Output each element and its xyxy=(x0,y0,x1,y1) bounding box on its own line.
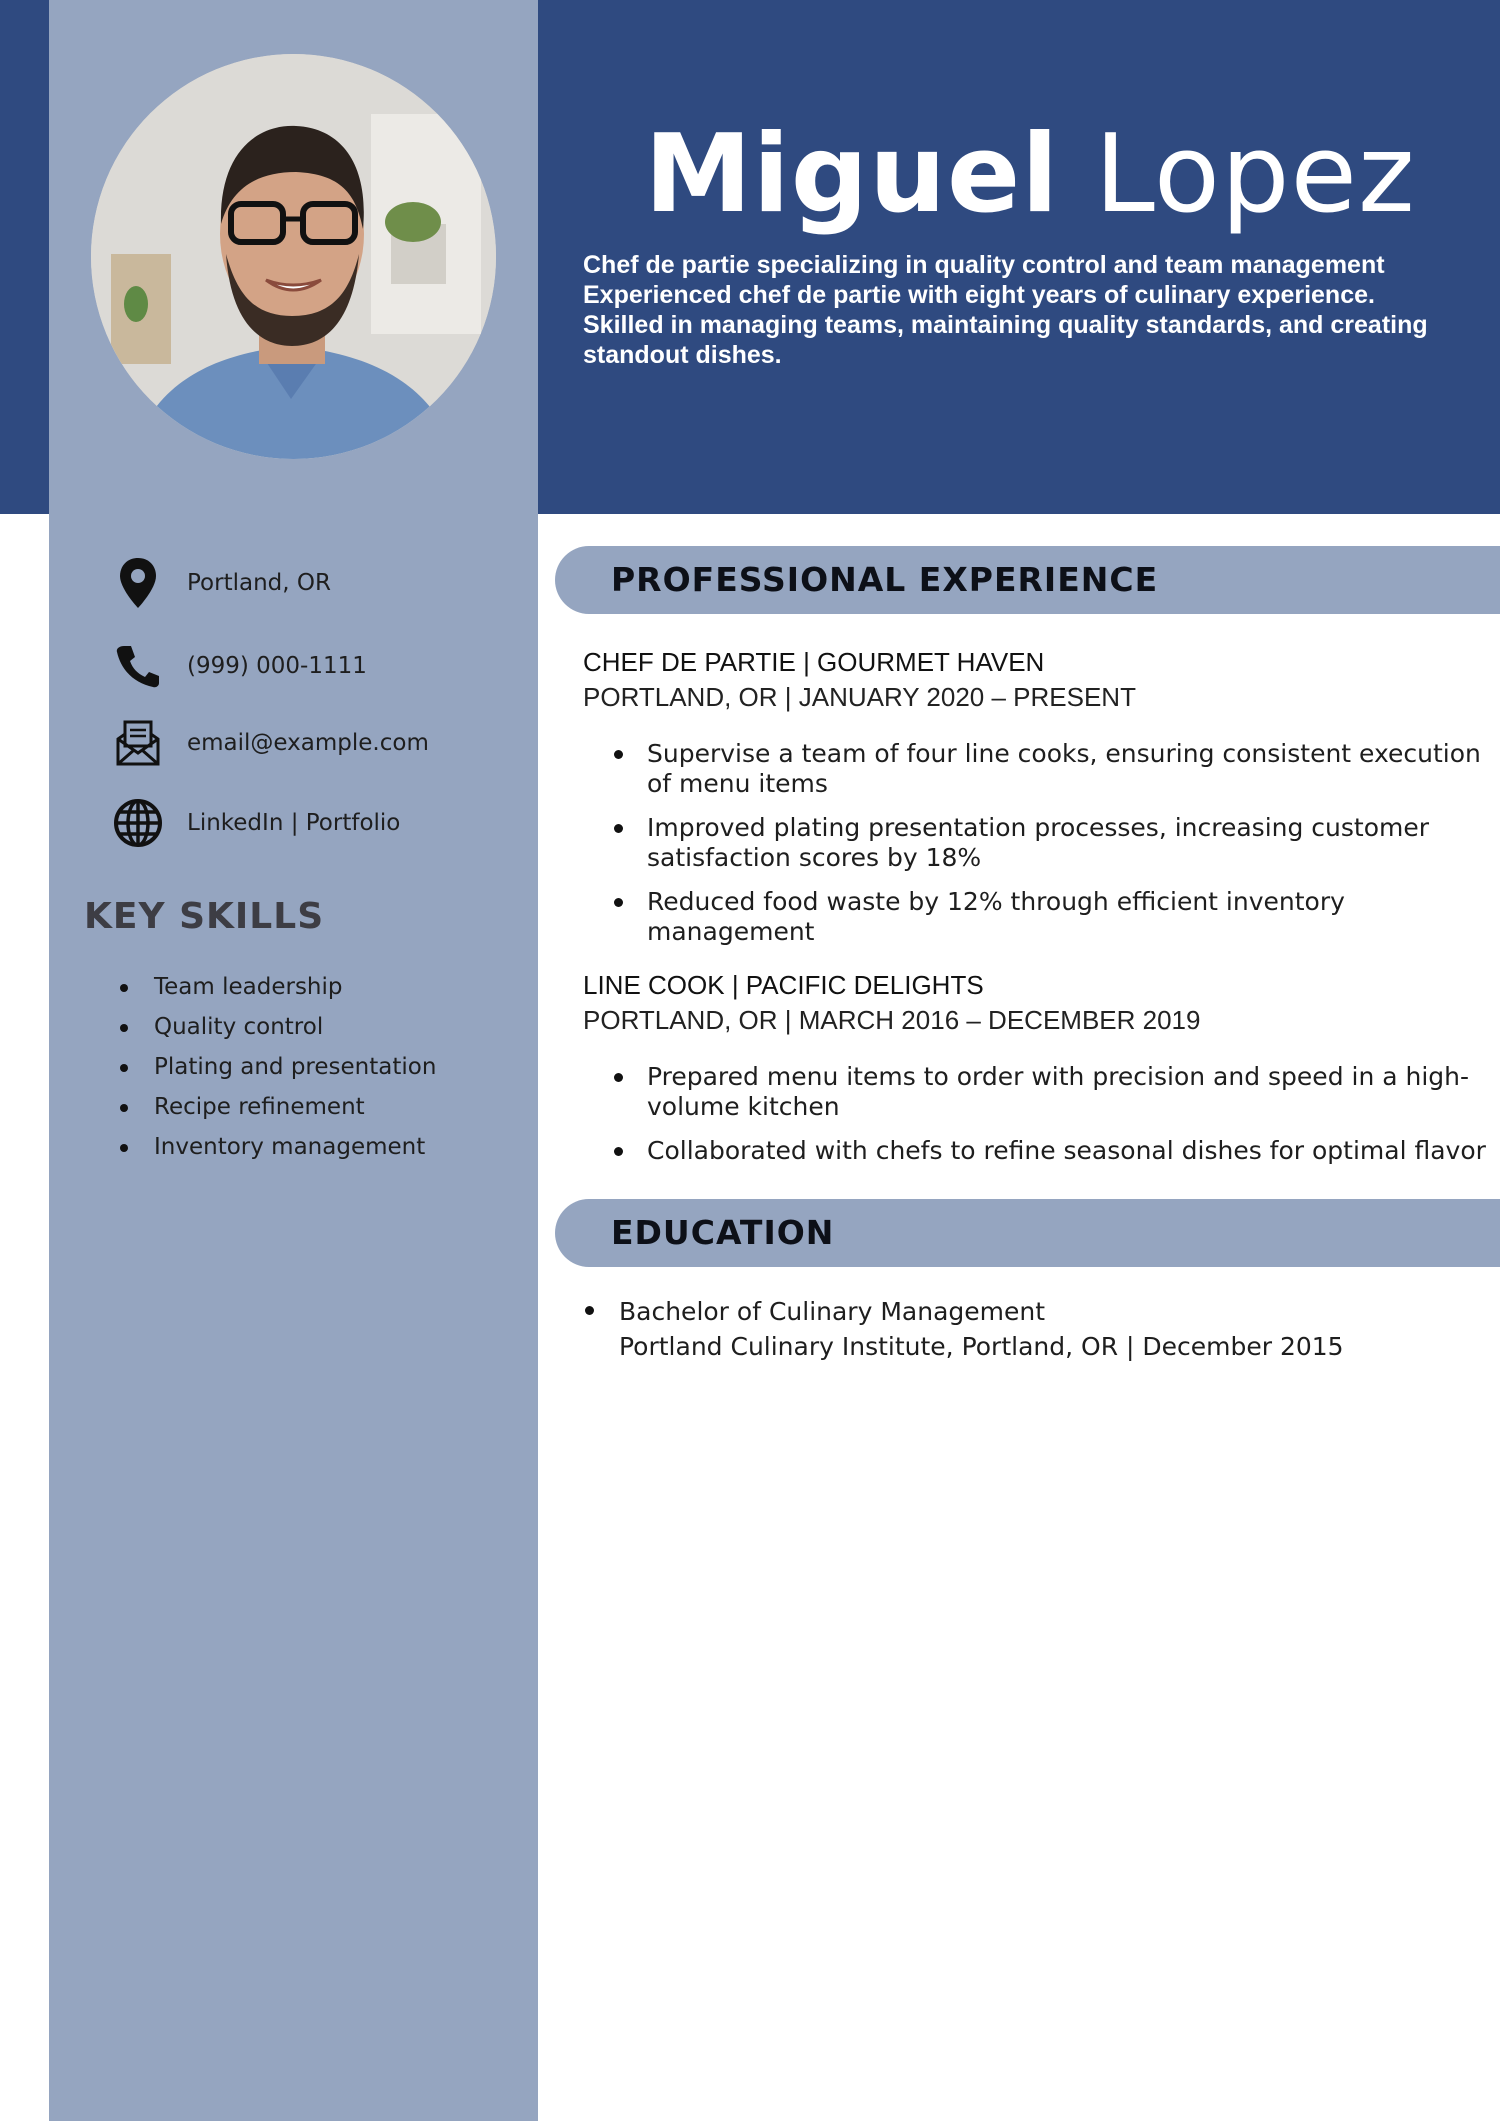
phone-text: (999) 000-1111 xyxy=(187,653,367,679)
job-bullet: Prepared menu items to order with precision and speed in a high-volume kitchen xyxy=(612,1062,1492,1122)
links-text[interactable]: LinkedIn | Portfolio xyxy=(187,810,401,836)
bullet-dot xyxy=(585,1306,594,1315)
job-meta: PORTLAND, OR | MARCH 2016 – DECEMBER 2019 xyxy=(583,1005,1201,1035)
skill-item: Team leadership xyxy=(120,967,436,1007)
education-heading: EDUCATION xyxy=(611,1213,835,1252)
email-text: email@example.com xyxy=(187,730,429,756)
job-bullet: Collaborated with chefs to refine seasonal dishes for optimal flavor xyxy=(612,1136,1492,1166)
contact-phone xyxy=(110,636,367,696)
summary-line: Experienced chef de partie with eight years of culinary experience. xyxy=(583,281,1375,309)
summary-line: Chef de partie specializing in quality control and team management xyxy=(583,251,1385,279)
key-skills-list xyxy=(120,967,436,1167)
candidate-name xyxy=(560,112,1500,237)
contact-email xyxy=(110,713,429,773)
skill-item: Recipe refinement xyxy=(120,1087,436,1127)
contact-location xyxy=(110,553,331,613)
job-bullets xyxy=(612,739,1492,961)
key-skills-heading: KEY SKILLS xyxy=(84,896,325,937)
profile-summary xyxy=(583,250,1463,370)
skill-item: Inventory management xyxy=(120,1127,436,1167)
skill-item: Quality control xyxy=(120,1007,436,1047)
job-bullet: Improved plating presentation processes, increasing customer satisfaction scores by 18% xyxy=(612,813,1492,873)
education-entry xyxy=(583,1294,1483,1364)
last-name: Lopez xyxy=(1094,112,1416,237)
location-text: Portland, OR xyxy=(187,570,331,596)
education-section-bar xyxy=(555,1199,1500,1267)
job-meta: PORTLAND, OR | JANUARY 2020 – PRESENT xyxy=(583,682,1136,712)
envelope-icon xyxy=(110,715,166,771)
experience-heading: PROFESSIONAL EXPERIENCE xyxy=(611,560,1159,599)
phone-icon xyxy=(110,638,166,694)
job-title: LINE COOK | PACIFIC DELIGHTS xyxy=(583,970,984,1000)
first-name: Miguel xyxy=(644,112,1060,237)
profile-photo-illustration xyxy=(91,54,496,459)
job-bullets xyxy=(612,1062,1492,1180)
job-bullet: Supervise a team of four line cooks, ensuring consistent execution of menu items xyxy=(612,739,1492,799)
job-bullet: Reduced food waste by 12% through efficient inventory management xyxy=(612,887,1492,947)
summary-line: Skilled in managing teams, maintaining quality standards, and creating xyxy=(583,311,1428,339)
experience-section-bar xyxy=(555,546,1500,614)
contact-links xyxy=(110,793,401,853)
job-title: CHEF DE PARTIE | GOURMET HAVEN xyxy=(583,647,1045,677)
degree-text: Bachelor of Culinary Management xyxy=(619,1297,1046,1326)
globe-icon xyxy=(110,795,166,851)
profile-photo xyxy=(91,54,496,459)
summary-line: standout dishes. xyxy=(583,341,782,369)
location-pin-icon xyxy=(110,555,166,611)
skill-item: Plating and presentation xyxy=(120,1047,436,1087)
school-text: Portland Culinary Institute, Portland, OR | December 2015 xyxy=(619,1332,1344,1361)
